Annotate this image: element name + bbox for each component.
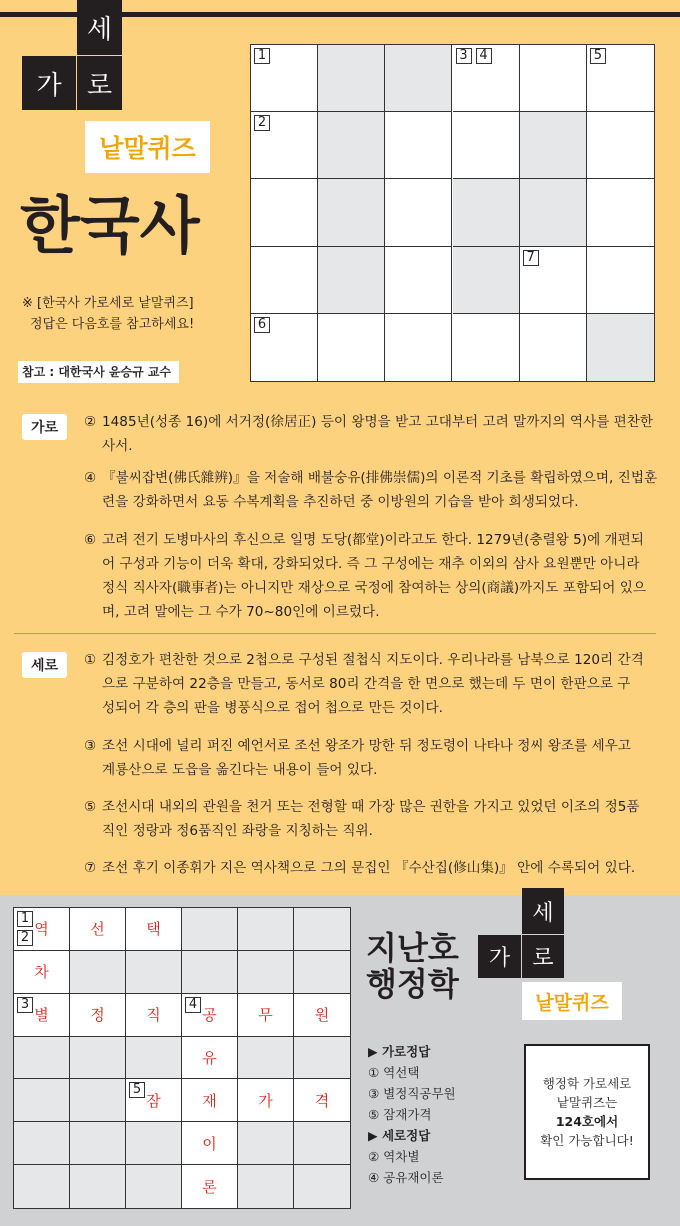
answer-letter: 격 [314,1091,330,1110]
answer-letter: 차 [34,963,49,982]
grid-cell[interactable] [520,247,587,314]
grid-cell[interactable] [453,247,520,314]
clue-line: 며, 고려 말에는 그 수가 70~80인에 이르렀다. [102,604,380,620]
grid-cell[interactable] [251,247,318,314]
across-answer-heading: ▶ 가로정답 [368,1044,431,1059]
clue-item [84,528,664,624]
title-block-ga: 가 [22,56,76,110]
grid-cell[interactable] [294,994,350,1037]
clue-number: 3 [17,997,33,1013]
info-line: 행정학 가로세로 [542,1076,632,1091]
grid-cell[interactable] [182,1165,238,1208]
grid-cell[interactable] [70,1037,126,1080]
grid-cell[interactable] [126,951,182,994]
clue-item [84,795,664,843]
prev-block-se: 세 [522,888,564,934]
grid-cell[interactable] [587,247,654,314]
clue-line: 어 구성과 기능이 더욱 확대, 강화되었다. 즉 그 구성에는 재추 이외의 삼사 요원뿐만 아니라 [102,556,640,572]
clue-number: 1 [17,911,33,927]
grid-cell[interactable] [126,1165,182,1208]
previous-subject-title: 행정학 [366,965,459,1003]
previous-answers [368,1041,456,1188]
clue-line: 『불씨잡변(佛氏雜辨)』을 저술해 배불숭유(排佛崇儒)의 이론적 기초를 확립하였으며, 진법훈 [102,470,658,486]
reference-label: 참고 : 대한국사 윤승규 교수 [18,361,179,383]
grid-cell[interactable] [70,908,126,951]
clue-line: 직인 정랑과 정6품직인 좌랑을 지칭하는 직위. [102,823,373,839]
grid-cell[interactable] [238,1079,294,1122]
grid-cell[interactable] [294,908,350,951]
grid-cell[interactable] [318,314,385,381]
answer-letter: 잠 [146,1091,161,1110]
grid-cell[interactable] [318,45,385,112]
across-answer: ① 역선택 [368,1065,420,1080]
clue-item [84,648,664,720]
grid-cell[interactable] [182,1037,238,1080]
grid-cell[interactable] [453,112,520,179]
grid-cell[interactable] [238,951,294,994]
grid-cell[interactable] [70,1122,126,1165]
clue-line: 으로 구분하여 22층을 만들고, 동서로 80리 간격을 한 면으로 했는데 두 면이 한판으로 구 [102,676,631,692]
grid-cell[interactable] [587,112,654,179]
grid-cell[interactable] [294,1122,350,1165]
answer-letter: 유 [202,1048,217,1067]
grid-cell[interactable] [70,1079,126,1122]
answer-letter: 직 [146,1006,161,1025]
grid-cell[interactable] [385,112,452,179]
grid-cell[interactable] [182,994,238,1037]
clue-line: 조선시대 내외의 관원을 천거 또는 전형할 때 가장 많은 권한을 가지고 있었던 이조의 정5품 [102,799,640,815]
grid-cell[interactable] [14,1122,70,1165]
clue-num: ① [84,652,97,668]
grid-cell[interactable] [251,45,318,112]
grid-cell[interactable] [453,45,520,112]
answer-letter: 가 [258,1091,273,1110]
clue-num: ⑤ [84,799,97,815]
answer-letter: 역 [34,920,49,939]
clue-number: 4 [476,48,492,64]
grid-cell[interactable] [294,951,350,994]
answer-letter: 정 [90,1006,105,1025]
previous-issue-title: 지난호 [366,929,459,967]
grid-cell[interactable] [587,179,654,246]
grid-cell[interactable] [294,1079,350,1122]
down-answer-heading: ▶ 세로정답 [368,1128,431,1143]
grid-cell[interactable] [453,179,520,246]
grid-cell[interactable] [182,951,238,994]
grid-cell[interactable] [238,1037,294,1080]
down-label: 세로 [22,652,67,678]
grid-cell[interactable] [126,1122,182,1165]
clue-num: ② [84,414,97,430]
grid-cell[interactable] [70,1165,126,1208]
grid-cell[interactable] [238,1165,294,1208]
title-block-se: 세 [77,0,122,55]
clue-line: 정식 직사자(職事者)는 아니지만 재상으로 국정에 참여하는 상의(商議)까지도 포함되어 있으 [102,580,646,596]
note-line-1: ※ [한국사 가로세로 낱말퀴즈] [22,296,194,311]
answer-letter: 재 [202,1091,217,1110]
grid-cell[interactable] [126,994,182,1037]
info-line: 확인 가능합니다! [540,1133,634,1148]
across-answer: ⑤ 잠재가격 [368,1107,432,1122]
grid-cell[interactable] [14,951,70,994]
clue-number: 2 [17,930,33,946]
grid-cell[interactable] [251,112,318,179]
grid-cell[interactable] [385,45,452,112]
answer-note [22,293,194,335]
clue-line: 1485년(성종 16)에 서거정(徐居正) 등이 왕명을 받고 고대부터 고려 말까지의 역사를 편찬한 [102,414,654,430]
down-answer: ④ 공유재이론 [368,1170,444,1185]
clue-line: 조선 시대에 널리 퍼진 예언서로 조선 왕조가 망한 뒤 정도령이 나타나 정씨 왕조를 세우고 [102,738,631,754]
grid-cell[interactable] [385,314,452,381]
grid-cell[interactable] [14,1037,70,1080]
grid-cell[interactable] [238,1122,294,1165]
grid-cell[interactable] [70,951,126,994]
grid-cell[interactable] [294,1165,350,1208]
clue-line: 계룡산으로 도읍을 옮긴다는 내용이 들어 있다. [102,762,378,778]
clue-number: 3 [456,48,472,64]
clue-line: 련을 강화하면서 요동 수복계획을 추진하던 중 이방원의 기습을 받아 희생되었다. [102,494,579,510]
grid-cell[interactable] [126,1079,182,1122]
clue-number: 2 [254,115,270,131]
grid-cell[interactable] [251,314,318,381]
grid-cell[interactable] [318,112,385,179]
clue-item [84,410,664,458]
clue-line: 고려 전기 도병마사의 후신으로 일명 도당(都堂)이라고도 한다. 1279년(충렬왕 5)에 개편되 [102,532,644,548]
grid-cell[interactable] [520,179,587,246]
grid-cell[interactable] [385,247,452,314]
clue-num: ④ [84,470,97,486]
clue-number: 7 [523,250,539,266]
grid-cell[interactable] [126,908,182,951]
grid-cell[interactable] [318,179,385,246]
clue-num: ③ [84,738,97,754]
answer-letter: 이 [202,1134,217,1153]
prev-block-ga: 가 [478,935,521,978]
answer-letter: 택 [146,920,161,939]
answer-letter: 론 [202,1178,217,1197]
grid-cell[interactable] [182,1122,238,1165]
clue-line: 조선 후기 이종휘가 지은 역사책으로 그의 문집인 『수산집(修山集)』 안에 수록되어 있다. [102,860,636,876]
clue-line: 김정호가 편찬한 것으로 2첩으로 구성된 절첩식 지도이다. 우리나라를 남북으로 120리 간격 [102,652,644,668]
info-box [524,1044,650,1180]
grid-cell[interactable] [70,994,126,1037]
prev-block-ro: 로 [522,935,564,978]
answer-letter: 선 [90,920,105,939]
clue-number: 5 [129,1082,145,1098]
grid-cell[interactable] [14,994,70,1037]
grid-cell[interactable] [182,908,238,951]
clue-line: 성되어 각 층의 판을 병풍식으로 접어 첩으로 만든 것이다. [102,700,443,716]
grid-cell[interactable] [238,994,294,1037]
across-answer: ③ 별정직공무원 [368,1086,456,1101]
page-title: 한국사 [20,189,200,262]
grid-cell[interactable] [14,1079,70,1122]
clue-item [84,466,664,514]
clue-number: 4 [185,997,201,1013]
previous-answer-grid [13,907,351,1209]
clue-num: ⑥ [84,532,97,548]
grid-cell[interactable] [182,1079,238,1122]
clue-number: 5 [590,48,606,64]
grid-cell[interactable] [14,908,70,951]
note-line-2: 정답은 다음호를 참고하세요! [30,317,195,332]
title-block-ro: 로 [77,56,122,110]
grid-cell[interactable] [14,1165,70,1208]
grid-cell[interactable] [238,908,294,951]
section-divider [14,633,656,634]
prev-quiz-subtitle: 낱말퀴즈 [522,982,622,1020]
answer-letter: 별 [34,1006,49,1025]
clue-item [84,734,664,782]
grid-cell[interactable] [520,45,587,112]
clue-line: 사서. [102,438,133,454]
grid-cell[interactable] [251,179,318,246]
grid-cell[interactable] [126,1037,182,1080]
grid-cell[interactable] [520,112,587,179]
grid-cell[interactable] [294,1037,350,1080]
clue-number: 6 [254,317,270,333]
answer-letter: 무 [258,1006,273,1025]
grid-cell[interactable] [385,179,452,246]
clue-num: ⑦ [84,860,97,876]
crossword-grid [250,44,655,382]
down-answer: ② 역차별 [368,1149,420,1164]
grid-cell[interactable] [318,247,385,314]
grid-cell[interactable] [587,314,654,381]
info-line-issue: 124호에서 [555,1114,619,1129]
clue-item [84,856,664,880]
clue-number: 1 [254,48,270,64]
grid-cell[interactable] [520,314,587,381]
quiz-subtitle: 낱말퀴즈 [85,121,210,173]
across-label: 가로 [22,414,67,440]
answer-letter: 공 [202,1006,217,1025]
answer-letter: 원 [314,1006,330,1025]
grid-cell[interactable] [453,314,520,381]
info-line: 낱말퀴즈는 [556,1095,618,1110]
grid-cell[interactable] [587,45,654,112]
